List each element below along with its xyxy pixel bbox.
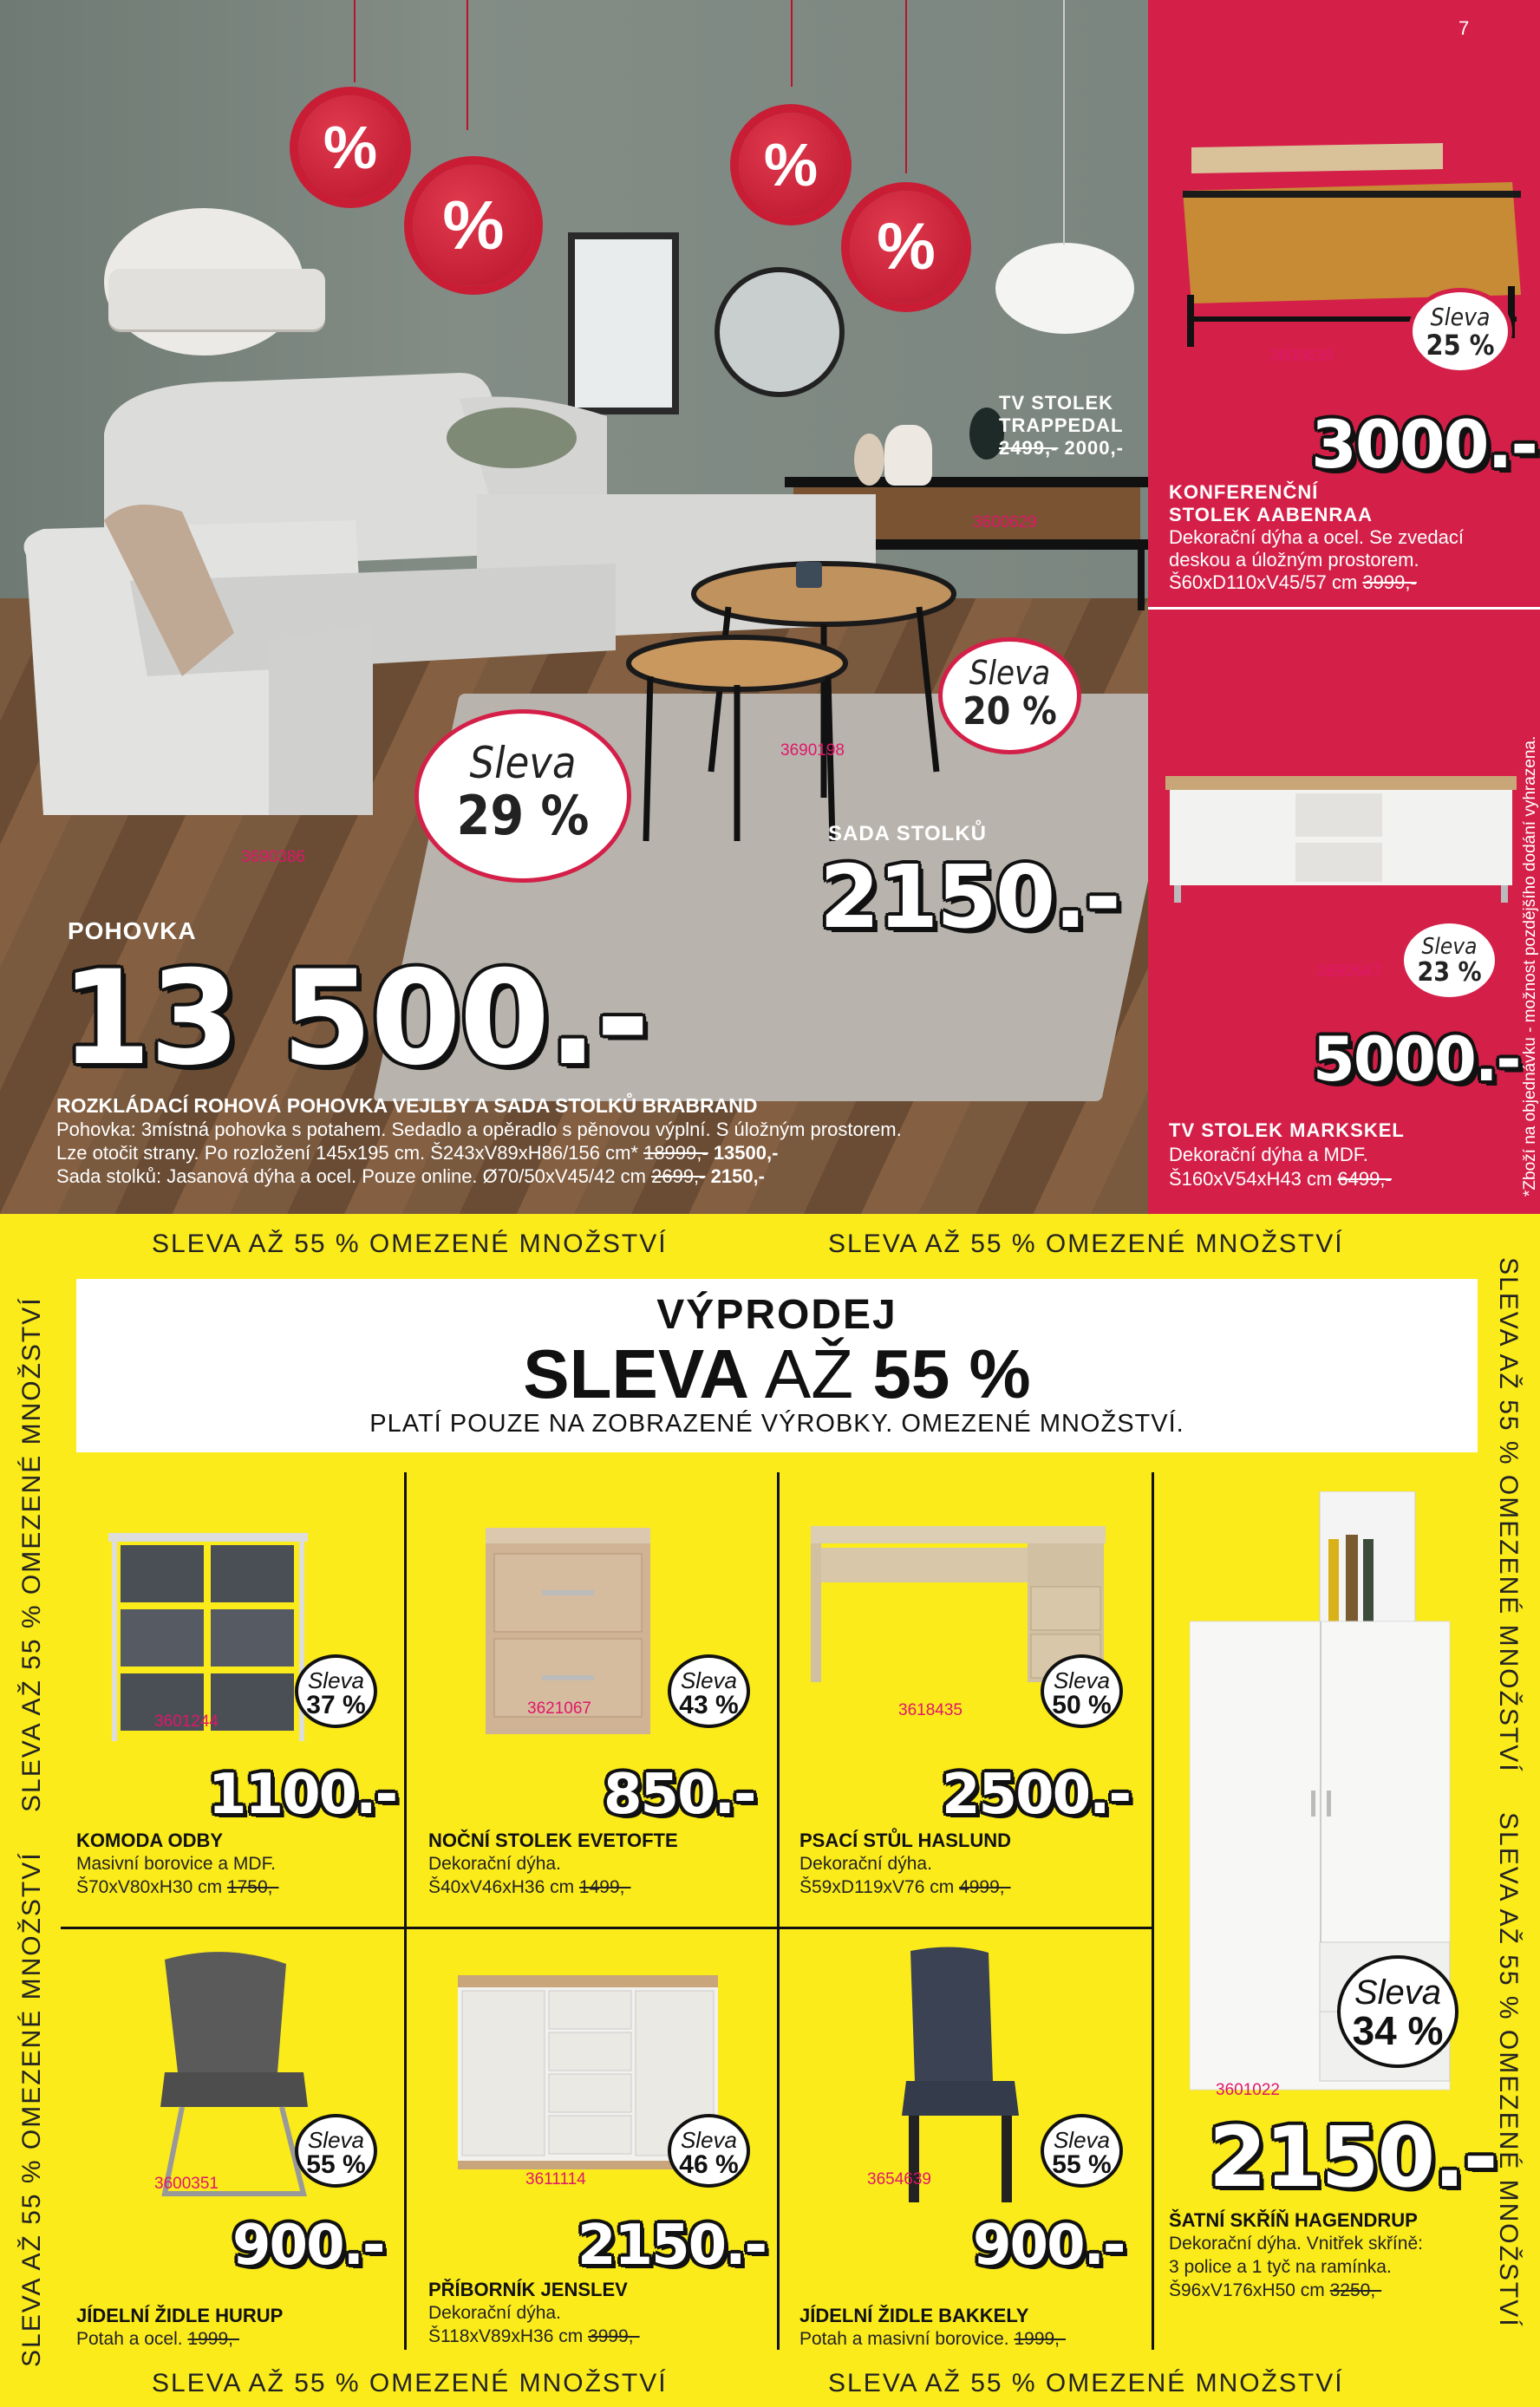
ticker-left-upper: SLEVA AŽ 55 % OMEZENÉ MNOŽSTVÍ [17, 1296, 46, 1812]
hero-photo [0, 0, 1148, 1214]
product-price: 900.- [973, 2214, 1125, 2278]
discount-bubble-sofa: Sleva 29 % [414, 709, 631, 883]
discount-bubble-markskel: Sleva 23 % [1400, 919, 1499, 1001]
tv-trappedal-label: TV STOLEK TRAPPEDAL 2499,- 2000,- [999, 392, 1124, 459]
product-card-haslund[interactable] [780, 1474, 1149, 1925]
page-number: 7 [1458, 17, 1470, 39]
product-code: 3611114 [525, 2170, 586, 2188]
discount-bubble: Sleva 55 % [1041, 2114, 1123, 2188]
ticker-right-lower: SLEVA AŽ 55 % OMEZENÉ MNOŽSTVÍ [1494, 1812, 1523, 2328]
product-info: KOMODA ODBY Masivní borovice a MDF. Š70xV80xH30 cm 1750,- [76, 1830, 279, 1897]
product-code: 3600351 [154, 2175, 219, 2193]
product-price: 2150.- [1209, 2109, 1497, 2206]
ticker-bottom-left: SLEVA AŽ 55 % OMEZENÉ MNOŽSTVÍ [152, 2369, 668, 2397]
tv-stand-markskel [1165, 763, 1530, 936]
discount-bubble-tables: Sleva 20 % [938, 637, 1081, 754]
discount-bubble: Sleva 55 % [295, 2114, 377, 2188]
percent-tag: % [413, 165, 534, 286]
tag-string [791, 0, 793, 87]
product-price: 2500.- [942, 1763, 1130, 1827]
product-info: JÍDELNÍ ŽIDLE BAKKELY Potah a masivní borovice. 1999,- [799, 2305, 1067, 2349]
product-card-hagendrup[interactable] [1155, 1474, 1497, 2365]
sale-section [0, 1214, 1540, 2407]
product-code: 3690198 [780, 741, 845, 760]
discount-bubble: Sleva 34 % [1337, 1955, 1458, 2068]
discount-bubble: Sleva 46 % [668, 2114, 750, 2188]
percent-tag: % [739, 113, 843, 217]
product-price: 900.- [232, 2214, 384, 2278]
discount-bubble-aabenraa: Sleva 25 % [1408, 288, 1512, 375]
sofa-title: POHOVKA [68, 917, 197, 944]
product-code: 3690647 [1317, 962, 1381, 981]
aabenraa-info: KONFERENČNÍ STOLEK AABENRAA Dekorační dýha a ocel. Se zvedací deskou a úložným prostorem. Š60xD110xV45/57 cm 3999,- [1169, 481, 1464, 593]
tables-title: SADA STOLKŮ [828, 822, 988, 845]
ticker-bottom-right: SLEVA AŽ 55 % OMEZENÉ MNOŽSTVÍ [828, 2369, 1344, 2397]
product-code: 3600639 [1269, 347, 1334, 365]
product-code: 3621067 [527, 1699, 591, 1718]
banner-title: VÝPRODEJ [656, 1292, 897, 1338]
discount-bubble: Sleva 50 % [1041, 1654, 1123, 1728]
grid-line [404, 1472, 407, 2350]
product-price: 1100.- [208, 1763, 396, 1827]
grid-line [777, 1472, 780, 2350]
product-info: NOČNÍ STOLEK EVETOFTE Dekorační dýha. Š40xV46xH36 cm 1499,- [428, 1830, 678, 1897]
divider [1148, 607, 1540, 610]
percent-tag: % [298, 95, 402, 199]
tag-string [467, 0, 468, 130]
tables-price: 2150.- [819, 846, 1119, 948]
vertical-note: *Zboží na objednávku - možnost pozdějšího dodání vyhrazena. [1521, 735, 1539, 1197]
tag-string [905, 0, 907, 173]
product-info: PŘÍBORNÍK JENSLEV Dekorační dýha. Š118xV89xH36 cm 3999,- [428, 2279, 640, 2346]
product-card-jenslev[interactable] [408, 1932, 776, 2365]
lamp-cord [1063, 0, 1065, 245]
grid-line [61, 1927, 1153, 1929]
ticker-left-lower: SLEVA AŽ 55 % OMEZENÉ MNOŽSTVÍ [17, 1851, 46, 2367]
pendant-lamp [995, 243, 1134, 334]
ticker-top-right: SLEVA AŽ 55 % OMEZENÉ MNOŽSTVÍ [828, 1230, 1344, 1258]
discount-bubble: Sleva 37 % [295, 1654, 377, 1728]
product-code: 3601244 [154, 1712, 219, 1731]
ticker-top-left: SLEVA AŽ 55 % OMEZENÉ MNOŽSTVÍ [152, 1230, 668, 1258]
old-price: 2499,- [999, 437, 1059, 459]
discount-bubble: Sleva 43 % [668, 1654, 750, 1728]
markskel-info: TV STOLEK MARKSKEL Dekorační dýha a MDF. Š160xV54xH43 cm 6499,- [1169, 1119, 1405, 1190]
vase [884, 425, 932, 486]
percent-tag: % [850, 191, 962, 303]
product-info: JÍDELNÍ ŽIDLE HURUP Potah a ocel. 1999,- [76, 2305, 284, 2349]
banner-subline: PLATÍ POUZE NA ZOBRAZENÉ VÝROBKY. OMEZENÉ MNOŽSTVÍ. [369, 1410, 1184, 1438]
product-price: 850.- [604, 1763, 755, 1827]
product-code: 3618435 [898, 1701, 962, 1719]
product-code: 3654639 [867, 2170, 931, 2188]
product-card-hurup[interactable] [61, 1932, 403, 2365]
banner-headline: SLEVA AŽ 55 % [523, 1335, 1031, 1412]
sale-banner [76, 1279, 1478, 1452]
sofa-bed-inset-shape [108, 269, 325, 329]
grid-line [1152, 1472, 1154, 2350]
product-code: 3690386 [241, 848, 305, 866]
product-card-komoda[interactable] [61, 1474, 403, 1925]
hero-description: ROZKLÁDACÍ ROHOVÁ POHOVKA VEJLBY A SADA STOLKŮ BRABRAND Pohovka: 3místná pohovka s potahem. Sedadlo a opěradlo s pěnovou výplní. S úložným prostorem. Lze otočit strany. Po rozložení 145x195 cm. Š243xV89xH86/156 cm* 18999,- 13500,- Sada stolků: Jasanová dýha a ocel. Pouze online. Ø70/50xV45/42 cm 2699,- 2150,- [56, 1094, 902, 1187]
product-code: 3601022 [1216, 2081, 1280, 2099]
product-price: 2150.- [578, 2214, 766, 2278]
product-info: PSACÍ STŮL HASLUND Dekorační dýha. Š59xD119xV76 cm 4999,- [799, 1830, 1012, 1897]
aabenraa-price: 3000.- [1311, 406, 1537, 483]
product-code: 3600629 [973, 513, 1037, 532]
ticker-right-upper: SLEVA AŽ 55 % OMEZENÉ MNOŽSTVÍ [1494, 1257, 1523, 1773]
product-card-evetofte[interactable] [408, 1474, 776, 1925]
sofa-price: 13 500.- [61, 943, 649, 1094]
coffee-tables-brabrand [616, 555, 980, 850]
new-price: 2000,- [1064, 437, 1124, 459]
product-info: ŠATNÍ SKŘÍŇ HAGENDRUP Dekorační dýha. Vnitřek skříně: 3 police a 1 tyč na ramínka. Š96xV176xH50 cm 3250,- [1169, 2209, 1423, 2300]
tag-string [354, 0, 356, 82]
side-panel [1148, 0, 1540, 1214]
markskel-price: 5000.- [1313, 1024, 1520, 1095]
product-card-bakkely[interactable] [780, 1932, 1149, 2365]
